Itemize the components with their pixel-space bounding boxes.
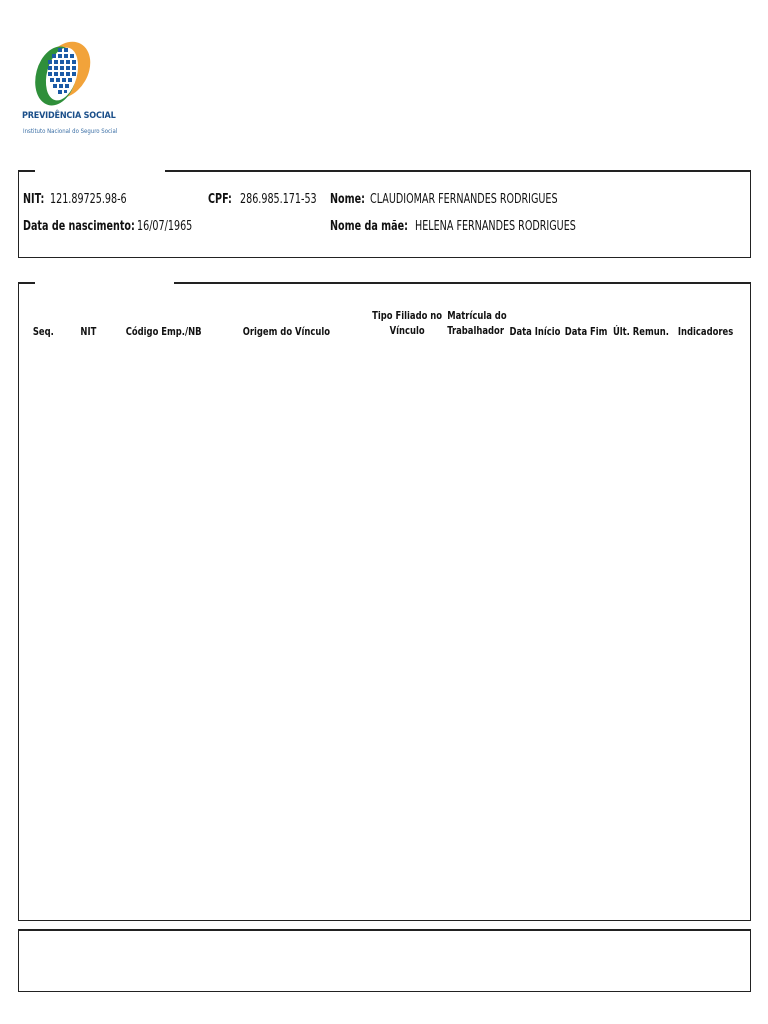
header-matricula: Matrícula do Trabalhador <box>447 309 507 337</box>
nascimento-label: Data de nascimento: <box>23 219 135 234</box>
header-indicadores: Indicadores <box>677 325 734 338</box>
mae-label: Nome da mãe: <box>330 219 408 234</box>
nit-label: NIT: <box>23 192 45 207</box>
nome-label: Nome: <box>330 192 365 207</box>
nome-value: CLAUDIOMAR FERNANDES RODRIGUES <box>370 192 558 207</box>
vinculos-table <box>18 283 751 921</box>
personal-info-box <box>18 171 751 258</box>
footer-box <box>18 929 751 992</box>
logo-subtitle: Instituto Nacional do Seguro Social <box>23 128 118 135</box>
header-seq: Seq. <box>32 325 54 338</box>
mae-value: HELENA FERNANDES RODRIGUES <box>415 219 576 234</box>
nit-value: 121.89725.98-6 <box>50 192 127 207</box>
header-nit: NIT <box>80 325 97 338</box>
header-data-inicio: Data Início <box>509 325 561 338</box>
logo-title: PREVIDÊNCIA SOCIAL <box>22 111 116 121</box>
cpf-label: CPF: <box>208 192 232 207</box>
header-data-fim: Data Fim <box>564 325 608 338</box>
header-tipo-filiado: Tipo Filiado no Vínculo <box>372 309 443 337</box>
cpf-value: 286.985.171-53 <box>240 192 317 207</box>
header-origem: Origem do Vínculo <box>242 325 331 338</box>
nascimento-value: 16/07/1965 <box>137 219 193 234</box>
header-codigo: Código Emp./NB <box>125 325 202 338</box>
previdencia-emblem-icon <box>20 38 110 113</box>
header-ult-remun: Últ. Remun. <box>612 325 669 338</box>
